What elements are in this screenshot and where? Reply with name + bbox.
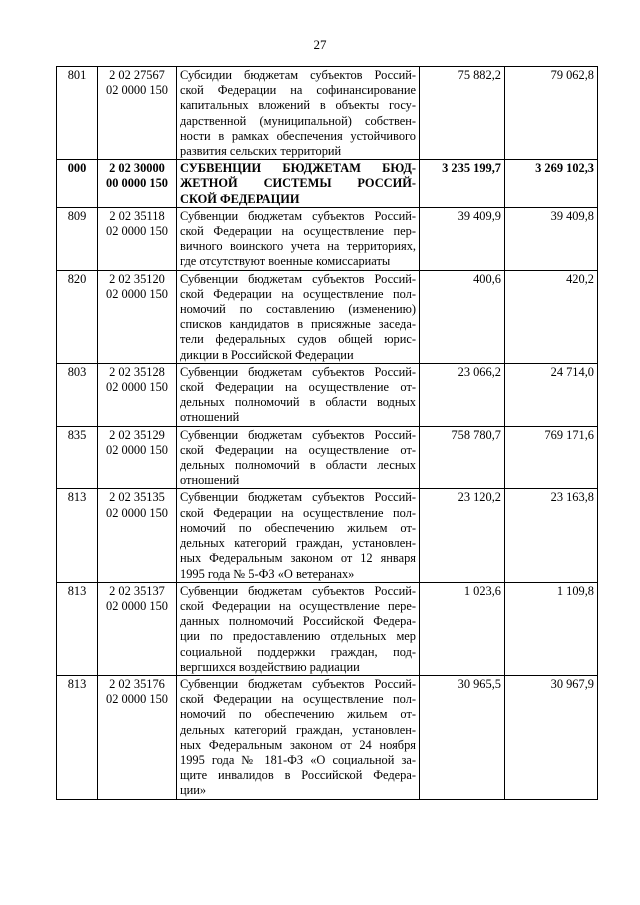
- table-row: [57, 582, 598, 675]
- revenue-name-line: номочий по обеспечению жильем от-: [180, 520, 416, 535]
- revenue-name-line: социальной поддержки граждан, под-: [180, 644, 416, 659]
- revenue-name-line: ской Федерации на осуществление от-: [180, 380, 416, 395]
- revenue-name-line: дельных категорий граждан, установлен-: [180, 536, 416, 551]
- budget-code-line: 02 0000 150: [106, 692, 168, 707]
- budget-code-line: 02 0000 150: [106, 286, 168, 301]
- table-row: [57, 426, 598, 489]
- admin-code-cell: 813: [57, 675, 98, 799]
- budget-code-line: 2 02 35129: [109, 427, 165, 442]
- budget-code-cell: [98, 489, 177, 582]
- admin-code-cell: 801: [57, 67, 98, 160]
- revenue-name-line: ных Федеральным законом от 24 ноября: [180, 737, 416, 752]
- revenue-name-line: капитальных вложений в объекты госу-: [180, 98, 416, 113]
- revenue-name-line: ской Федерации на осуществление пол-: [180, 505, 416, 520]
- table-row: [57, 675, 598, 799]
- revenue-name-line: дельных полномочий в области водных: [180, 395, 416, 410]
- revenue-name-line: Субвенции бюджетам субъектов Россий-: [180, 271, 416, 286]
- admin-code-cell: 835: [57, 426, 98, 489]
- table-row: [57, 363, 598, 426]
- revenue-name-line: ных Федеральным законом от 12 января: [180, 551, 416, 566]
- revenue-name-line: номочий по составлению (изменению): [180, 302, 416, 317]
- revenue-name-line: тели федеральных судов общей юрис-: [180, 332, 416, 347]
- revenue-name-line: ской Федерации на осуществление пол-: [180, 692, 416, 707]
- revenue-name-cell: [177, 67, 420, 160]
- revenue-name-cell: [177, 675, 420, 799]
- admin-code-cell: 813: [57, 489, 98, 582]
- amount-year-1-cell: 30 965,5: [420, 675, 505, 799]
- admin-code-cell: 809: [57, 207, 98, 270]
- revenue-name-line: 1995 года № 5-ФЗ «О ветеранах»: [180, 566, 355, 581]
- amount-year-1-cell: 39 409,9: [420, 207, 505, 270]
- admin-code-cell: 820: [57, 270, 98, 363]
- admin-code-cell: 813: [57, 582, 98, 675]
- budget-code-line: 2 02 35120: [109, 271, 165, 286]
- revenue-name-cell: [177, 270, 420, 363]
- budget-code-line: 2 02 35128: [109, 364, 165, 379]
- revenue-name-line: Субвенции бюджетам субъектов Россий-: [180, 427, 416, 442]
- revenue-name-line: ской Федерации на осуществление пер-: [180, 224, 416, 239]
- budget-code-line: 02 0000 150: [106, 442, 168, 457]
- revenue-name-line: ЖЕТНОЙ СИСТЕМЫ РОССИЙ-: [180, 176, 416, 191]
- amount-year-2-cell: 769 171,6: [505, 426, 598, 489]
- budget-code-cell: [98, 363, 177, 426]
- amount-year-2-cell: 30 967,9: [505, 675, 598, 799]
- budget-code-cell: [98, 675, 177, 799]
- revenue-name-line: ской Федерации на осуществление пол-: [180, 286, 416, 301]
- amount-year-2-cell: 39 409,8: [505, 207, 598, 270]
- table-row: [57, 67, 598, 160]
- page-number: 27: [313, 37, 327, 52]
- revenue-name-line: ности в рамках обеспечения устойчивого: [180, 128, 416, 143]
- budget-code-cell: [98, 160, 177, 208]
- table-row: [57, 270, 598, 363]
- budget-code-line: 02 0000 150: [106, 505, 168, 520]
- budget-code-line: 02 0000 150: [106, 83, 168, 98]
- revenue-name-line: 1995 года № 181-ФЗ «О социальной за-: [180, 752, 416, 767]
- admin-code-cell: 000: [57, 160, 98, 208]
- revenue-name-line: отношений: [180, 410, 240, 425]
- revenue-name-line: данных полномочий Российской Федера-: [180, 614, 416, 629]
- revenue-name-cell: [177, 363, 420, 426]
- revenue-name-line: Субвенции бюджетам субъектов Россий-: [180, 676, 416, 691]
- revenue-name-line: ской Федерации на осуществление пере-: [180, 598, 416, 613]
- budget-code-line: 2 02 35137: [109, 583, 165, 598]
- table-row: [57, 160, 598, 208]
- amount-year-1-cell: 758 780,7: [420, 426, 505, 489]
- admin-code-cell: 803: [57, 363, 98, 426]
- revenue-name-line: ской Федерации на осуществление от-: [180, 442, 416, 457]
- revenue-name-line: дельных категорий граждан, установлен-: [180, 722, 416, 737]
- revenue-name-cell: [177, 207, 420, 270]
- revenue-name-line: Субвенции бюджетам субъектов Россий-: [180, 208, 416, 223]
- budget-code-cell: [98, 582, 177, 675]
- revenue-name-line: ской Федерации на софинансирование: [180, 83, 416, 98]
- budget-code-line: 2 02 35118: [109, 208, 165, 223]
- budget-code-cell: [98, 426, 177, 489]
- revenue-name-line: Субвенции бюджетам субъектов Россий-: [180, 583, 416, 598]
- revenue-name-line: дельных полномочий в области лесных: [180, 458, 416, 473]
- budget-code-line: 2 02 27567: [109, 68, 165, 82]
- revenue-name-line: СУБВЕНЦИИ БЮДЖЕТАМ БЮД-: [180, 161, 416, 176]
- revenue-name-line: ции»: [180, 783, 207, 798]
- amount-year-1-cell: 1 023,6: [420, 582, 505, 675]
- budget-table: [56, 66, 598, 800]
- budget-code-line: 2 02 35135: [109, 490, 165, 505]
- revenue-name-line: щите инвалидов в Российской Федера-: [180, 768, 416, 783]
- budget-code-line: 2 02 35176: [109, 676, 165, 691]
- revenue-name-line: Субвенции бюджетам субъектов Россий-: [180, 490, 416, 505]
- revenue-name-line: СКОЙ ФЕДЕРАЦИИ: [180, 191, 300, 206]
- revenue-name-line: дикции в Российской Федерации: [180, 347, 354, 362]
- amount-year-1-cell: 3 235 199,7: [420, 160, 505, 208]
- revenue-name-line: вергшихся воздействию радиации: [180, 659, 360, 674]
- revenue-name-line: где отсутствуют военные комиссариаты: [180, 254, 391, 269]
- amount-year-2-cell: 79 062,8: [505, 67, 598, 160]
- amount-year-2-cell: 24 714,0: [505, 363, 598, 426]
- amount-year-1-cell: 23 120,2: [420, 489, 505, 582]
- amount-year-1-cell: 75 882,2: [420, 67, 505, 160]
- budget-code-line: 02 0000 150: [106, 598, 168, 613]
- amount-year-2-cell: 3 269 102,3: [505, 160, 598, 208]
- budget-code-line: 2 02 30000: [109, 161, 165, 176]
- budget-code-line: 02 0000 150: [106, 224, 168, 239]
- table-row: [57, 489, 598, 582]
- revenue-name-line: ции по предоставлению отдельных мер: [180, 629, 416, 644]
- revenue-name-cell: [177, 426, 420, 489]
- revenue-name-line: отношений: [180, 473, 240, 488]
- revenue-name-line: развития сельских территорий: [180, 144, 342, 159]
- revenue-name-cell: [177, 489, 420, 582]
- amount-year-2-cell: 420,2: [505, 270, 598, 363]
- budget-code-cell: [98, 67, 177, 160]
- budget-code-line: 02 0000 150: [106, 380, 168, 395]
- budget-code-cell: [98, 207, 177, 270]
- revenue-name-line: дарственной (муниципальной) собствен-: [180, 113, 416, 128]
- amount-year-1-cell: 23 066,2: [420, 363, 505, 426]
- revenue-name-line: номочий по обеспечению жильем от-: [180, 707, 416, 722]
- amount-year-2-cell: 1 109,8: [505, 582, 598, 675]
- amount-year-2-cell: 23 163,8: [505, 489, 598, 582]
- table-row: [57, 207, 598, 270]
- budget-code-cell: [98, 270, 177, 363]
- revenue-name-line: вичного воинского учета на территориях,: [180, 239, 416, 254]
- revenue-name-line: Субвенции бюджетам субъектов Россий-: [180, 364, 416, 379]
- revenue-name-cell: [177, 582, 420, 675]
- revenue-name-line: Субсидии бюджетам субъектов Россий-: [180, 68, 416, 82]
- revenue-name-line: списков кандидатов в присяжные заседа-: [180, 317, 416, 332]
- revenue-name-cell: [177, 160, 420, 208]
- budget-code-line: 00 0000 150: [106, 176, 168, 191]
- budget-table-body: [57, 67, 598, 800]
- amount-year-1-cell: 400,6: [420, 270, 505, 363]
